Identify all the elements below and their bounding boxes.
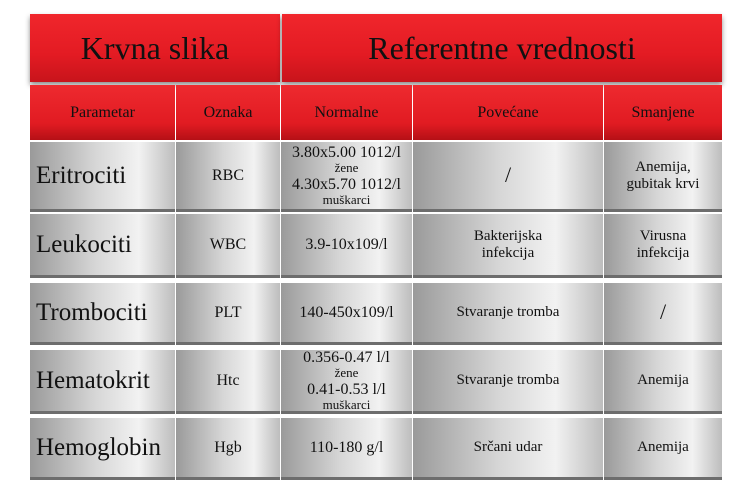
cell-decreased	[604, 214, 722, 278]
cell-decreased	[604, 142, 722, 212]
cell-line: infekcija	[636, 244, 690, 261]
header-oznaka: Oznaka	[176, 85, 280, 140]
table-title: Krvna slika	[30, 14, 280, 82]
cell-normal	[281, 214, 412, 278]
cell-line: muškarci	[322, 397, 371, 413]
cell-increased	[413, 142, 603, 212]
cell-text: WBC	[209, 235, 247, 253]
cell-code	[176, 214, 280, 278]
cell-line: 4.30x5.70 1012/l	[292, 175, 401, 193]
cell-code	[176, 418, 280, 480]
cell-text: Hematokrit	[36, 366, 150, 394]
cell-line: žene	[334, 160, 359, 176]
cell-code	[176, 283, 280, 345]
header-normalne: Normalne	[281, 85, 412, 140]
cell-increased	[413, 418, 603, 480]
cell-code	[176, 350, 280, 414]
cell-text: Hemoglobin	[36, 433, 161, 461]
cell-text: Hgb	[214, 438, 242, 456]
cell-normal	[281, 142, 412, 212]
cell-line: 110-180 g/l	[309, 438, 384, 456]
cell-normal	[281, 418, 412, 480]
cell-line: 0.41-0.53 l/l	[307, 380, 386, 398]
header-smanjene: Smanjene	[604, 85, 722, 140]
cell-increased	[413, 350, 603, 414]
cell-text: Trombociti	[36, 298, 148, 326]
cell-text: Htc	[216, 371, 240, 389]
cell-decreased	[604, 350, 722, 414]
cell-name	[30, 214, 175, 278]
cell-name	[30, 283, 175, 345]
cell-line: Virusna	[639, 228, 687, 244]
cell-normal	[281, 283, 412, 345]
reference-values-title: Referentne vrednosti	[282, 14, 722, 82]
cell-increased	[413, 283, 603, 345]
cell-decreased	[604, 283, 722, 345]
cell-line: muškarci	[322, 192, 371, 208]
cell-name	[30, 142, 175, 212]
cell-line: Anemija,	[635, 159, 691, 175]
header-povecane: Povećane	[413, 85, 603, 140]
cell-increased	[413, 214, 603, 278]
cell-line: Anemija	[637, 439, 689, 456]
cell-text: Leukociti	[36, 230, 132, 258]
cell-text: Eritrociti	[36, 161, 127, 189]
header-parametar: Parametar	[30, 85, 175, 140]
cell-text: RBC	[211, 166, 244, 184]
cell-line: Stvaranje tromba	[456, 372, 560, 389]
cell-line: 3.80x5.00 1012/l	[292, 143, 401, 161]
cell-line: žene	[334, 365, 359, 381]
cell-normal	[281, 350, 412, 414]
cell-line: Stvaranje tromba	[456, 304, 560, 321]
cell-line: Srčani udar	[473, 439, 543, 456]
cell-line: infekcija	[481, 244, 535, 261]
cell-name	[30, 350, 175, 414]
cell-line: 3.9-10x109/l	[305, 235, 388, 253]
cell-text: PLT	[214, 303, 242, 321]
cell-line: 0.356-0.47 l/l	[303, 348, 390, 366]
cell-code	[176, 142, 280, 212]
cell-decreased	[604, 418, 722, 480]
cell-line: Anemija	[637, 372, 689, 389]
cell-line: gubitak krvi	[626, 175, 700, 192]
slash-mark: /	[659, 299, 667, 325]
cell-line: Bakterijska	[473, 228, 543, 244]
cell-name	[30, 418, 175, 480]
slash-mark: /	[504, 162, 512, 188]
cell-line: 140-450x109/l	[299, 303, 394, 321]
